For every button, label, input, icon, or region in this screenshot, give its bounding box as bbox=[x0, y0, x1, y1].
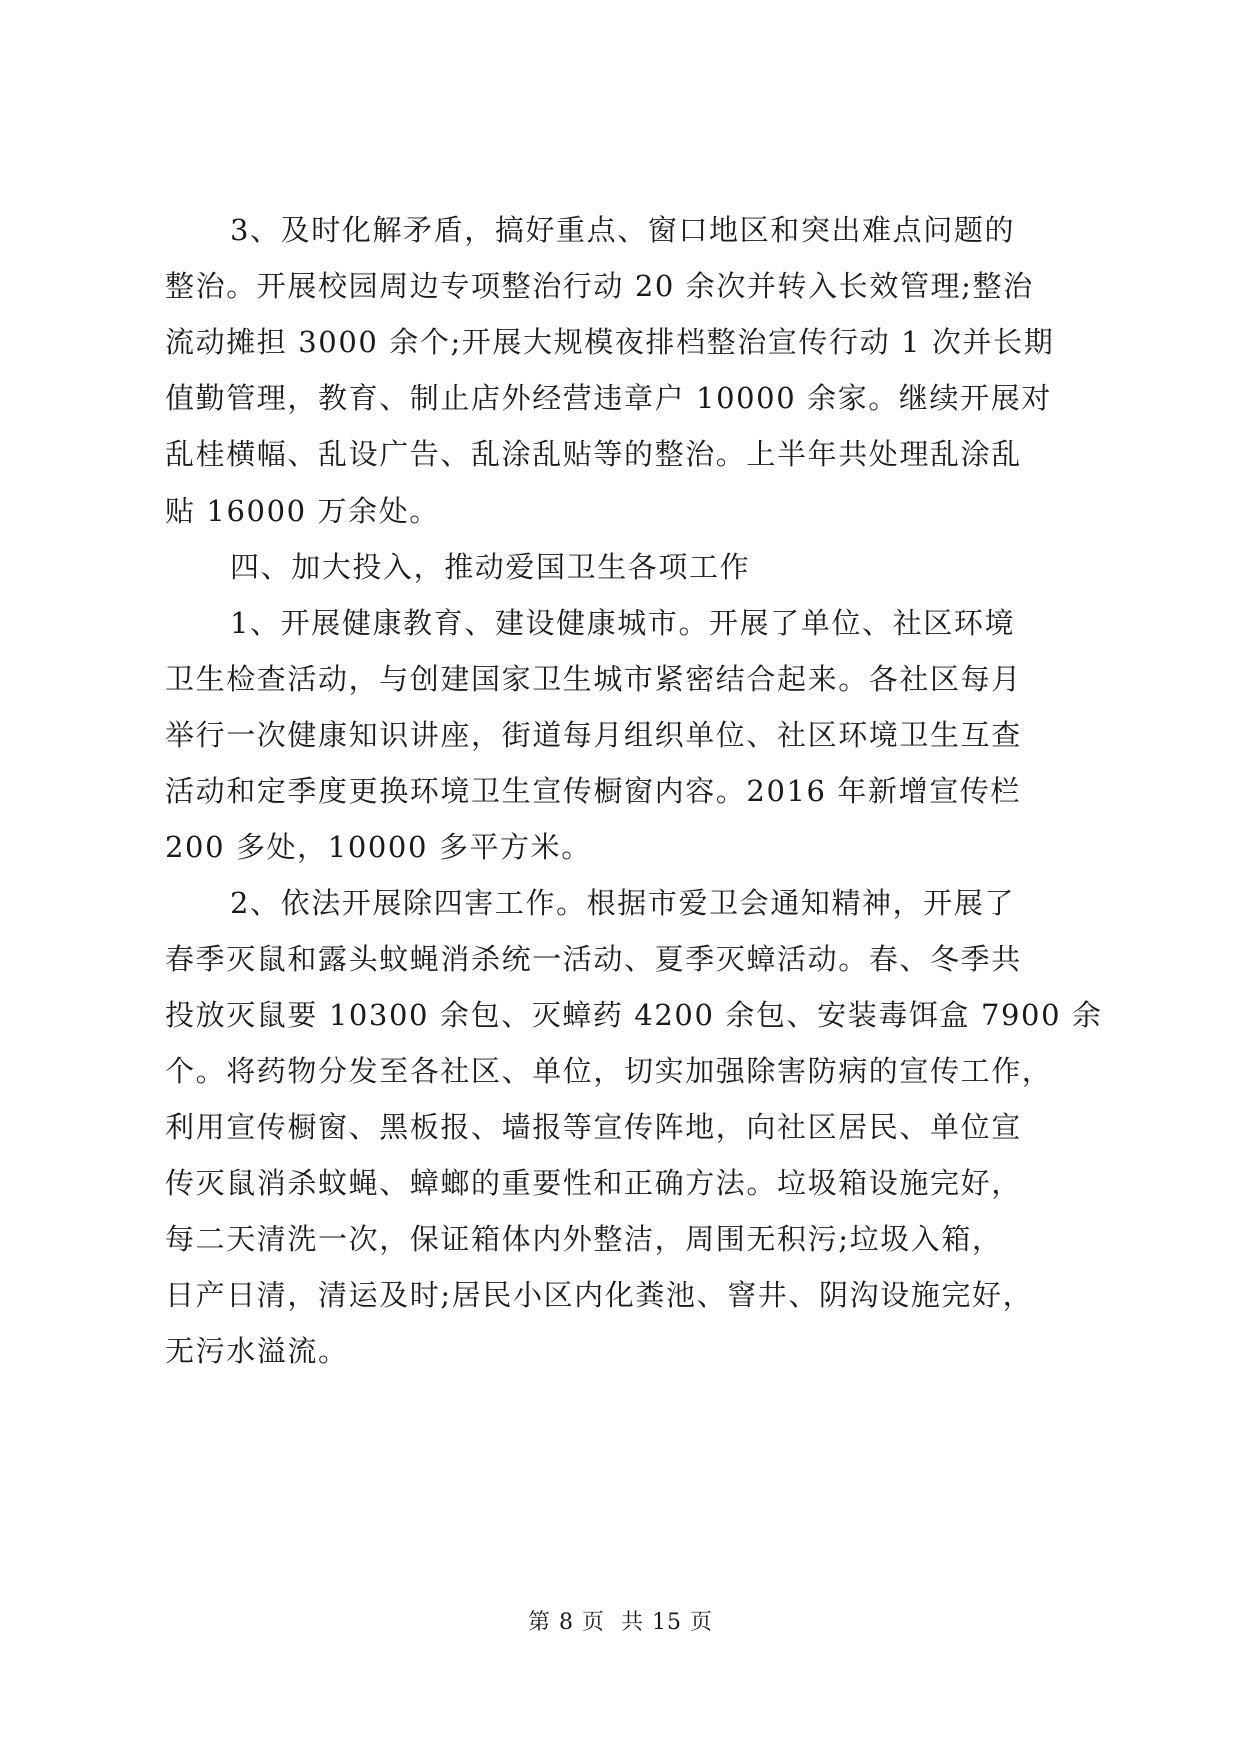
paragraph-1-line-6: 贴 16000 万余处。 bbox=[165, 494, 440, 528]
paragraph-3-line-2: 春季灭鼠和露头蚊蝇消杀统一活动、夏季灭蟑活动。春、冬季共 bbox=[165, 942, 1022, 976]
paragraph-2-line-4: 活动和定季度更换环境卫生宣传橱窗内容。2016 年新增宣传栏 bbox=[165, 774, 1022, 808]
paragraph-2-line-1: 1、开展健康教育、建设健康城市。开展了单位、社区环境 bbox=[230, 606, 1016, 640]
page-number-footer: 第 8 页 共 15 页 bbox=[528, 1610, 713, 1635]
paragraph-3-line-6: 传灭鼠消杀蚊蝇、蟑螂的重要性和正确方法。垃圾箱设施完好， bbox=[165, 1166, 1022, 1200]
paragraph-1-line-3: 流动摊担 3000 余个;开展大规模夜排档整治宣传行动 1 次并长期 bbox=[165, 325, 1055, 359]
paragraph-1-line-4: 值勤管理，教育、制止店外经营违章户 10000 余家。继续开展对 bbox=[165, 381, 1052, 415]
paragraph-3-line-4: 个。将药物分发至各社区、单位，切实加强除害防病的宣传工作， bbox=[165, 1054, 1053, 1088]
paragraph-1-line-2: 整治。开展校园周边专项整治行动 20 余次并转入长效管理;整治 bbox=[165, 269, 1034, 303]
paragraph-3-line-9: 无污水溢流。 bbox=[165, 1334, 349, 1368]
paragraph-2-line-2: 卫生检查活动，与创建国家卫生城市紧密结合起来。各社区每月 bbox=[165, 662, 1022, 696]
paragraph-3-line-7: 每二天清洗一次，保证箱体内外整洁，周围无积污;垃圾入箱， bbox=[165, 1222, 1003, 1256]
paragraph-1-line-1: 3、及时化解矛盾，搞好重点、窗口地区和突出难点问题的 bbox=[230, 213, 1016, 247]
section-heading: 四、加大投入，推动爱国卫生各项工作 bbox=[230, 550, 751, 584]
paragraph-2-line-3: 举行一次健康知识讲座，街道每月组织单位、社区环境卫生互查 bbox=[165, 718, 1022, 752]
paragraph-3-line-8: 日产日清，清运及时;居民小区内化粪池、窨井、阴沟设施完好， bbox=[165, 1278, 1034, 1312]
paragraph-1-line-5: 乱桂横幅、乱设广告、乱涂乱贴等的整治。上半年共处理乱涂乱 bbox=[165, 437, 1022, 471]
paragraph-3-line-1: 2、依法开展除四害工作。根据市爱卫会通知精神，开展了 bbox=[230, 886, 1016, 920]
paragraph-3-line-5: 利用宣传橱窗、黑板报、墙报等宣传阵地，向社区居民、单位宣 bbox=[165, 1110, 1022, 1144]
paragraph-3-line-3: 投放灭鼠要 10300 余包、灭蟑药 4200 余包、安装毒饵盒 7900 余 bbox=[165, 998, 1103, 1032]
paragraph-2-line-5: 200 多处，10000 多平方米。 bbox=[165, 830, 592, 864]
